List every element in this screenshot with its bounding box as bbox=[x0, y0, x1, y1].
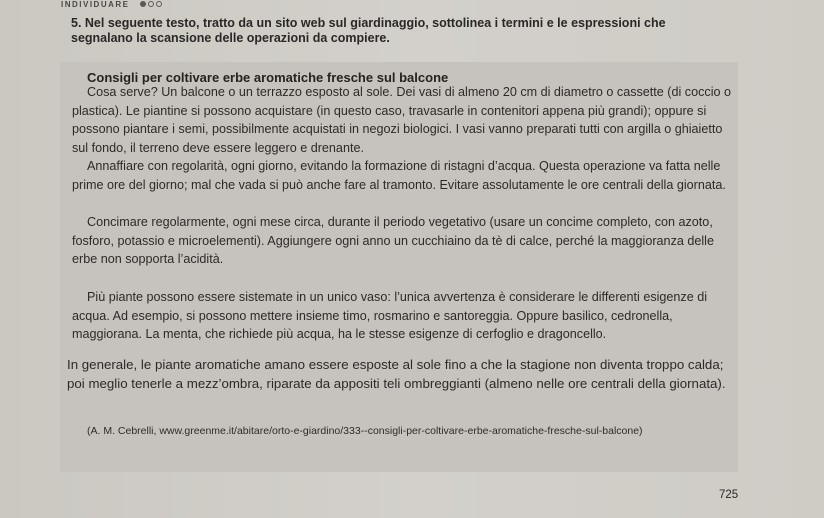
difficulty-dots bbox=[140, 1, 162, 7]
text-box-title: Consigli per coltivare erbe aromatiche fresche sul balcone bbox=[87, 70, 449, 85]
section-label: INDIVIDUARE bbox=[61, 0, 130, 9]
paragraph-fertilizing: Concimare regolarmente, ogni mese circa, durante il periodo vegetativo (usare un concime completo, con azoto, fosforo, potassio e microelementi). Aggiungere ogni anno un cucchiaino da tè di calce, perché la maggioranza delle erbe non sopporta l’acidità. bbox=[72, 215, 714, 267]
difficulty-dot-empty-icon bbox=[156, 1, 162, 7]
source-citation: (A. M. Cebrelli, www.greenme.it/abitare/orto-e-giardino/333--consigli-per-coltivare-erbe-aromatiche-fresche-sul-balcone) bbox=[87, 425, 643, 437]
paragraph-watering: Annaffiare con regolarità, ogni giorno, evitando la formazione di ristagni d’acqua. Questa operazione va fatta nelle prime ore del giorno; mal che vada si può anche fare al tramonto. Evitare assolutamente le ore centrali della giornata. bbox=[72, 159, 726, 192]
paragraph-sun-exposure: In generale, le piante aromatiche amano essere esposte al sole fino a che la stagione non diventa troppo calda; poi meglio tenerle a mezz’ombra, riparate da appositi teli ombreggianti (almeno nelle ore centrali della giornata). bbox=[67, 357, 726, 391]
difficulty-dot-filled-icon bbox=[140, 1, 146, 7]
exercise-prompt: 5. Nel seguente testo, tratto da un sito web sul giardinaggio, sottolinea i termini e le espressioni che segnalano la scansione delle operazioni da compiere. bbox=[71, 16, 666, 45]
difficulty-dot-empty-icon bbox=[148, 1, 154, 7]
paragraph-combining-plants: Più piante possono essere sistemate in un unico vaso: l’unica avvertenza è considerare le differenti esigenze di acqua. Ad esempio, si possono mettere insieme timo, rosmarino e santoreggia. Oppure basilico, cedronella, maggiorana. La menta, che richiede più acqua, ha le stesse esigenze di cerfoglio e dragoncello. bbox=[72, 290, 708, 342]
paragraph-what-you-need: Cosa serve? Un balcone o un terrazzo esposto al sole. Dei vasi di almeno 20 cm di diametro o cassette (di coccio o plastica). Le piantine si possono acquistare (in questo caso, travasarle in contenitori appena più grandi); oppure si possono piantare i semi, possibilmente acquistati in negozi biologici. I vasi vanno preparati tutti con argilla o ghiaietto sul fondo, il terreno deve essere leggero e drenante. bbox=[72, 85, 732, 155]
page-number: 725 bbox=[719, 489, 739, 501]
